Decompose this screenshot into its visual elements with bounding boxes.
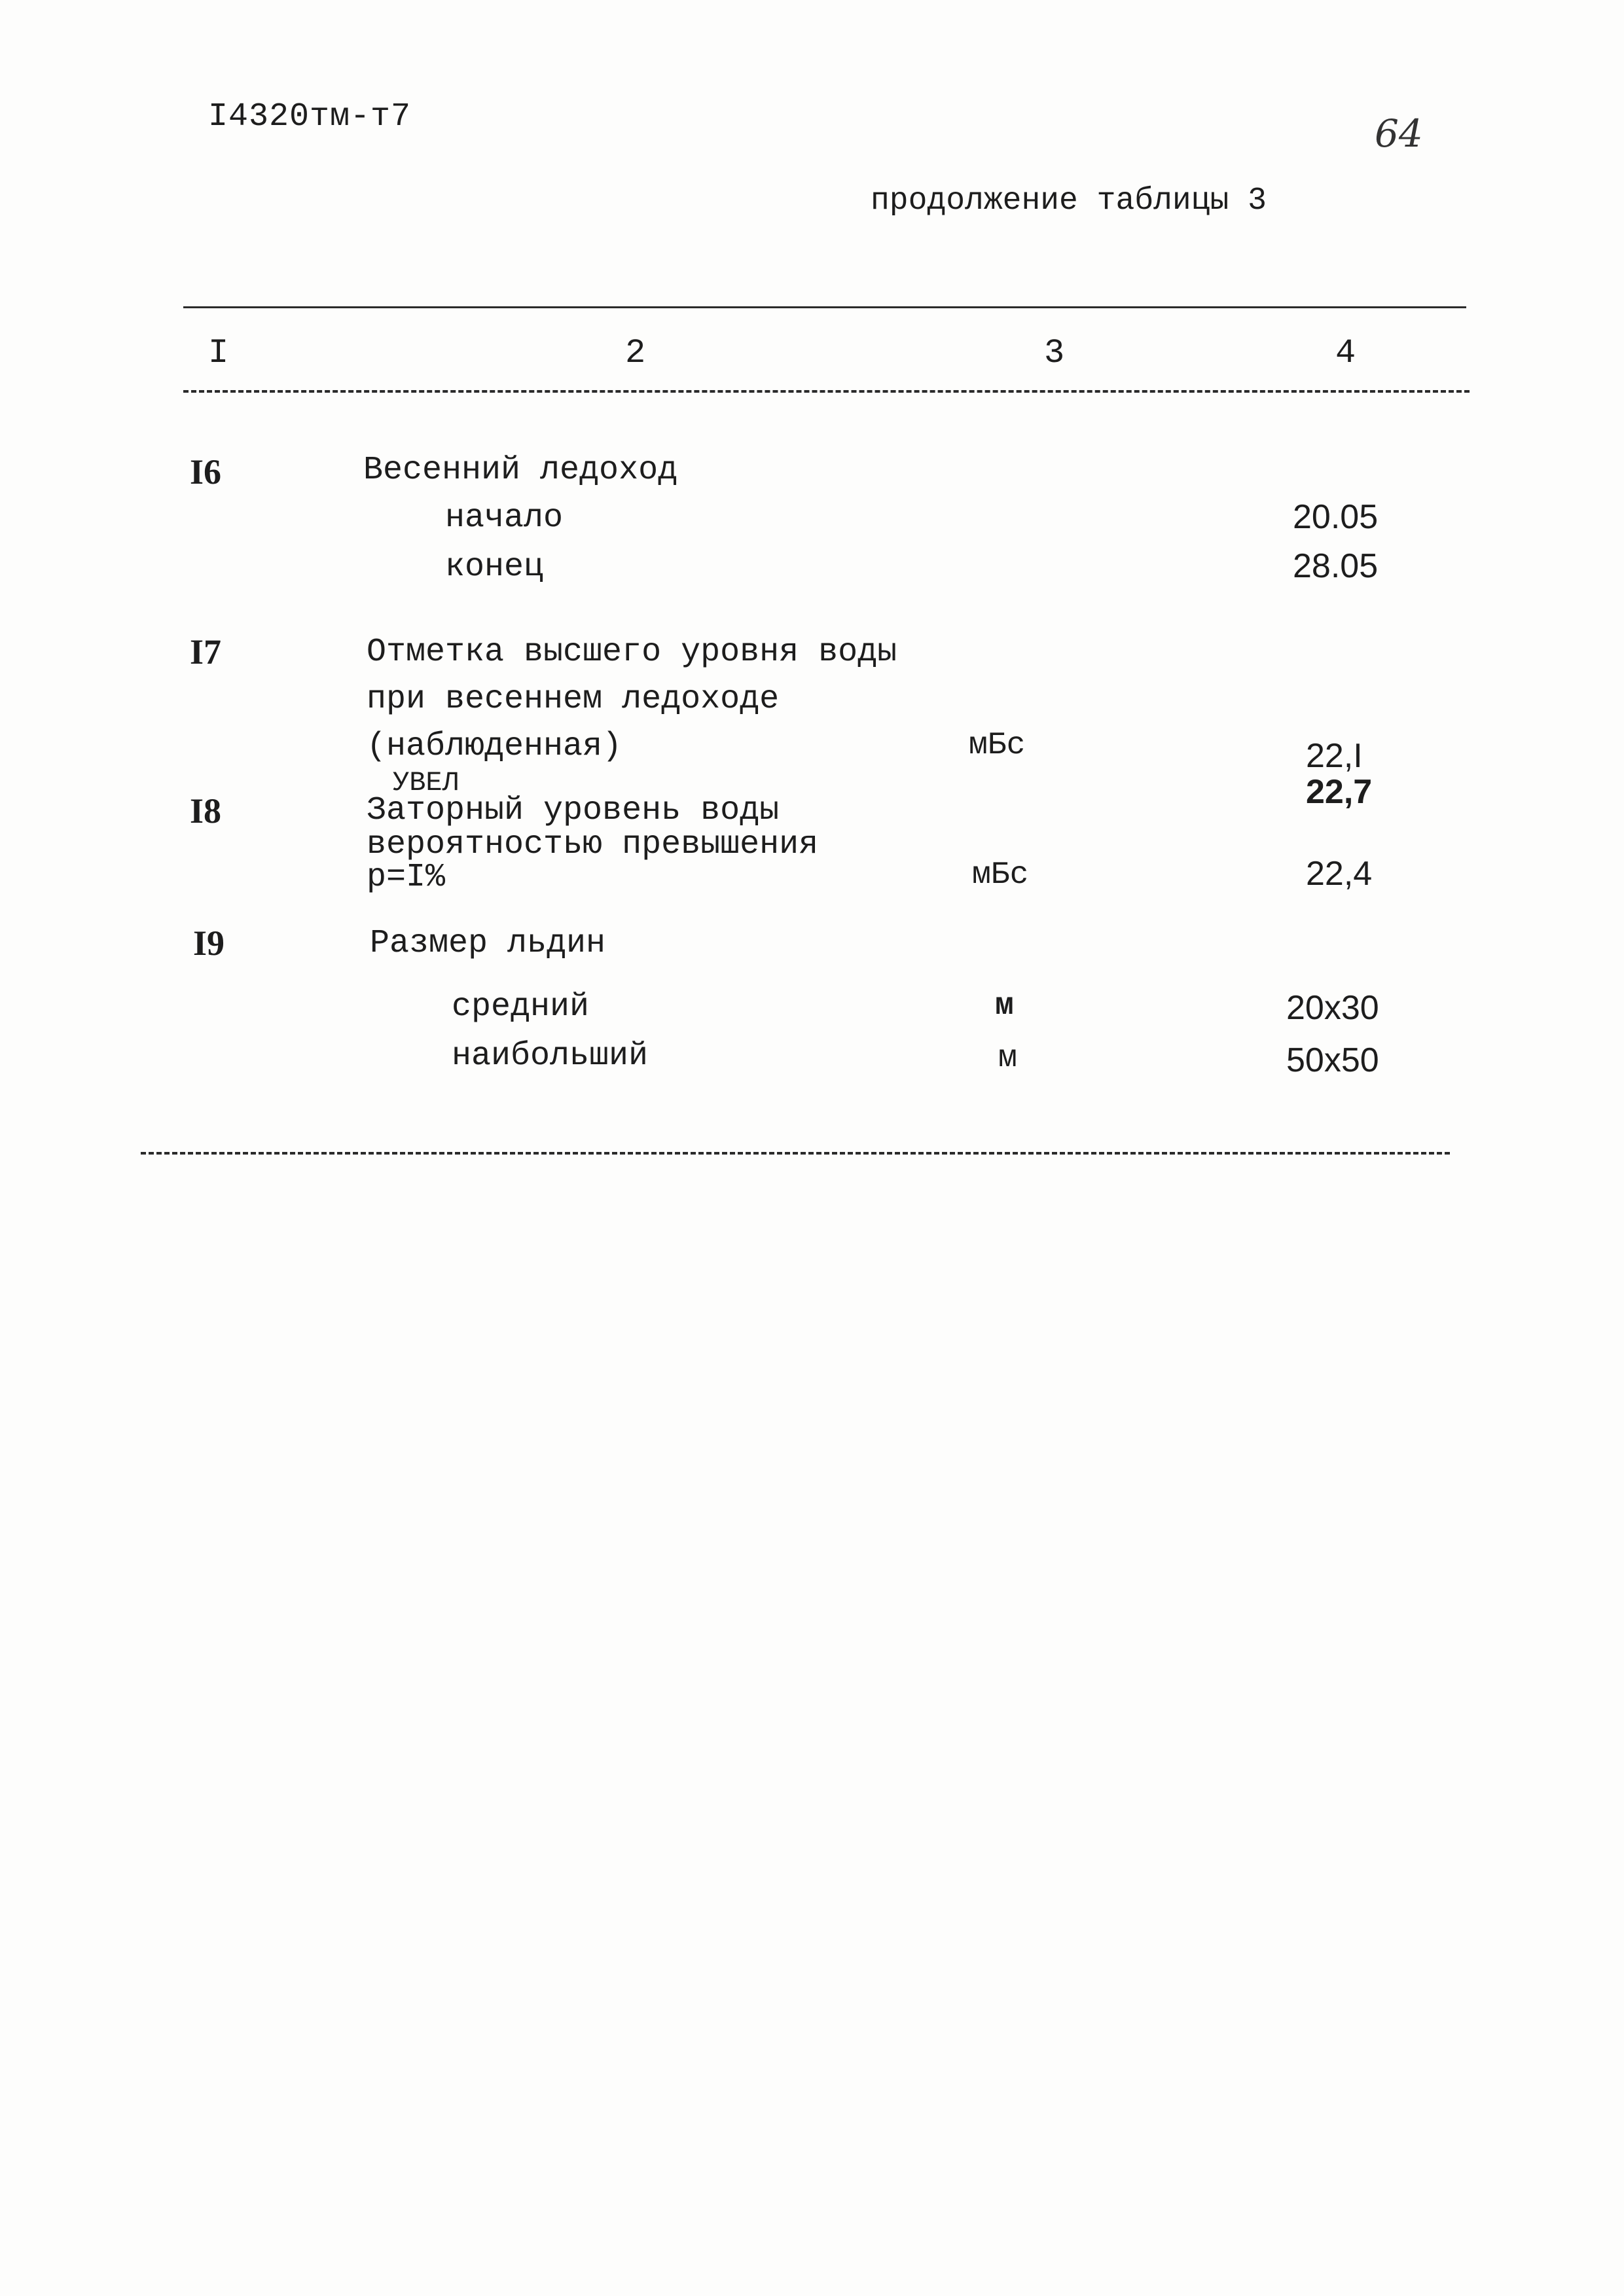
table-caption: продолжение таблицы 3 <box>871 183 1267 219</box>
row19-largest-value: 50х50 <box>1286 1041 1379 1079</box>
row19-average-unit: м <box>995 988 1014 1024</box>
table-top-rule <box>183 306 1466 308</box>
table-header-rule <box>183 390 1470 393</box>
row18-unit: мБс <box>972 857 1029 893</box>
column-header-4: 4 <box>1335 334 1356 372</box>
row16-start-value: 20.05 <box>1293 498 1379 536</box>
page-number: 64 <box>1375 111 1423 156</box>
row18-line3: р=I% <box>367 859 446 896</box>
column-header-2: 2 <box>625 334 646 372</box>
row17-line1: Отметка высшего уровня воды <box>367 634 897 671</box>
row19-largest-unit: м <box>998 1041 1017 1076</box>
row16-start-label: начало <box>445 499 564 537</box>
column-header-3: 3 <box>1044 334 1065 372</box>
row17-unit: мБс <box>969 728 1026 763</box>
row18-annotation: УВЕЛ <box>393 767 459 798</box>
row16-end-label: конец <box>445 548 544 586</box>
row17-value: 22,I <box>1306 737 1363 775</box>
row-number-17: I7 <box>190 632 222 672</box>
row19-average-value: 20х30 <box>1286 989 1379 1027</box>
column-header-1: I <box>208 334 229 372</box>
row18-line1: Заторный уровень воды <box>367 792 780 829</box>
row17-line2: при весеннем ледоходе <box>367 681 780 718</box>
row18-line2: вероятностью превышения <box>367 826 819 863</box>
row19-title: Размер льдин <box>370 925 606 962</box>
row18-value-top: 22,7 <box>1306 773 1373 811</box>
row16-title: Весенний ледоход <box>363 452 678 489</box>
row19-average-label: средний <box>452 988 590 1026</box>
row17-line3: (наблюденная) <box>367 728 623 765</box>
row18-value: 22,4 <box>1306 855 1373 893</box>
row-number-19: I9 <box>193 924 225 963</box>
document-code: I4320тм-т7 <box>208 98 412 135</box>
row-number-16: I6 <box>190 452 222 492</box>
table-bottom-rule <box>141 1152 1450 1155</box>
row19-largest-label: наибольший <box>452 1037 649 1075</box>
row-number-18: I8 <box>190 791 222 831</box>
row16-end-value: 28.05 <box>1293 547 1379 585</box>
